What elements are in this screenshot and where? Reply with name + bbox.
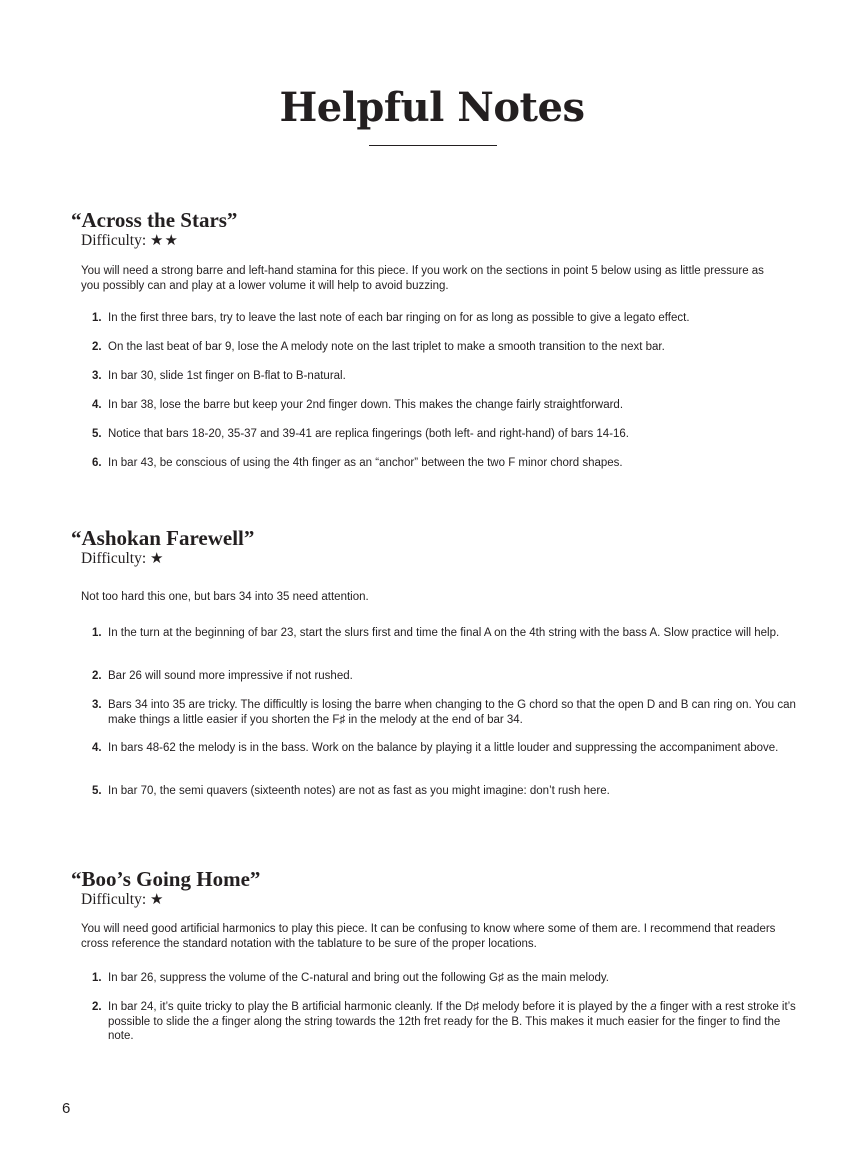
difficulty-rating bbox=[81, 549, 164, 569]
item-text: In bar 70, the semi quavers (sixteenth notes) are not as fast as you might imagine: don’t rush here. bbox=[108, 785, 610, 797]
star-icon: ★ bbox=[150, 892, 165, 908]
item-number: 3. bbox=[92, 699, 102, 711]
finger-letter: a bbox=[650, 1001, 657, 1013]
list-item bbox=[92, 626, 797, 641]
list-item bbox=[92, 698, 797, 727]
list-item bbox=[92, 1000, 797, 1044]
list-item bbox=[92, 398, 797, 413]
item-text: In the turn at the beginning of bar 23, start the slurs first and time the final A on the 4th string with the bass A. Slow practice will help. bbox=[108, 627, 780, 639]
item-text: On the last beat of bar 9, lose the A melody note on the last triplet to make a smooth transition to the next bar. bbox=[108, 341, 665, 353]
list-item bbox=[92, 669, 797, 684]
difficulty-rating bbox=[81, 890, 164, 910]
page-title: Helpful Notes bbox=[279, 84, 585, 131]
list-item bbox=[92, 784, 797, 799]
item-number: 6. bbox=[92, 457, 102, 469]
item-text: In bars 48-62 the melody is in the bass. Work on the balance by playing it a little louder and suppressing the accompaniment above. bbox=[108, 742, 779, 754]
item-number: 5. bbox=[92, 785, 102, 797]
item-text: In bar 38, lose the barre but keep your 2nd finger down. This makes the change fairly straightforward. bbox=[108, 399, 624, 411]
list-item bbox=[92, 971, 797, 986]
list-item bbox=[92, 456, 797, 471]
intro-text: You will need a strong barre and left-hand stamina for this piece. If you work on the sections in point 5 below using as little pressure as you possibly can and play at a lower volume it will help to avoid buzzing. bbox=[81, 265, 764, 292]
song-title: “Boo’s Going Home” bbox=[71, 867, 261, 891]
item-text: In bar 24, it’s quite tricky to play the B artificial harmonic cleanly. If the D♯ melody before it is played by the bbox=[108, 1001, 651, 1013]
finger-letter: a bbox=[212, 1015, 219, 1028]
list-item bbox=[92, 427, 797, 442]
star-icon: ★ bbox=[150, 551, 165, 567]
song-title: “Ashokan Farewell” bbox=[71, 526, 255, 550]
list-item bbox=[92, 311, 797, 326]
list-item bbox=[92, 741, 797, 756]
item-number: 2. bbox=[92, 1001, 102, 1013]
page-number: 6 bbox=[62, 1100, 71, 1117]
item-text: In bar 43, be conscious of using the 4th finger as an “anchor” between the two F minor chord shapes. bbox=[108, 457, 623, 469]
item-number: 1. bbox=[92, 312, 102, 324]
item-number: 2. bbox=[92, 341, 102, 353]
intro-text: Not too hard this one, but bars 34 into 35 need attention. bbox=[81, 591, 369, 603]
song-title: “Across the Stars” bbox=[71, 208, 238, 232]
list-item bbox=[92, 340, 797, 355]
item-text: Bar 26 will sound more impressive if not rushed. bbox=[108, 670, 353, 682]
item-number: 4. bbox=[92, 742, 102, 754]
list-item bbox=[92, 369, 797, 384]
difficulty-rating bbox=[81, 231, 179, 251]
item-number: 1. bbox=[92, 627, 102, 639]
item-text: In bar 30, slide 1st finger on B-flat to B-natural. bbox=[108, 370, 346, 382]
difficulty-label: Difficulty: bbox=[81, 550, 147, 567]
item-text: finger with a rest stroke it’s possible to slide the bbox=[108, 1001, 796, 1028]
item-number: 4. bbox=[92, 399, 102, 411]
item-number: 1. bbox=[92, 972, 102, 984]
title-underline bbox=[369, 145, 497, 146]
item-number: 3. bbox=[92, 370, 102, 382]
item-text: finger along the string towards the 12th fret ready for the B. This makes it much easier for the finger to find the note. bbox=[108, 1015, 781, 1042]
intro-text: You will need good artificial harmonics to play this piece. It can be confusing to know where some of them are. I recommend that readers cross reference the standard notation with the tablature to be sure of the proper locations. bbox=[81, 923, 776, 950]
item-text: In bar 26, suppress the volume of the C-natural and bring out the following G♯ as the main melody. bbox=[108, 972, 609, 984]
item-text: Notice that bars 18-20, 35-37 and 39-41 are replica fingerings (both left- and right-hand) of bars 14-16. bbox=[108, 428, 630, 440]
item-text: Bars 34 into 35 are tricky. The difficultly is losing the barre when changing to the G chord so that the open D and B can ring on. You can make things a little easier if you shorten the F♯ in the melody at the end of bar 34. bbox=[108, 699, 796, 726]
item-text: In the first three bars, try to leave the last note of each bar ringing on for as long as possible to give a legato effect. bbox=[108, 312, 690, 324]
item-number: 5. bbox=[92, 428, 102, 440]
star-icon: ★★ bbox=[150, 233, 179, 249]
item-number: 2. bbox=[92, 670, 102, 682]
difficulty-label: Difficulty: bbox=[81, 891, 147, 908]
difficulty-label: Difficulty: bbox=[81, 232, 147, 249]
